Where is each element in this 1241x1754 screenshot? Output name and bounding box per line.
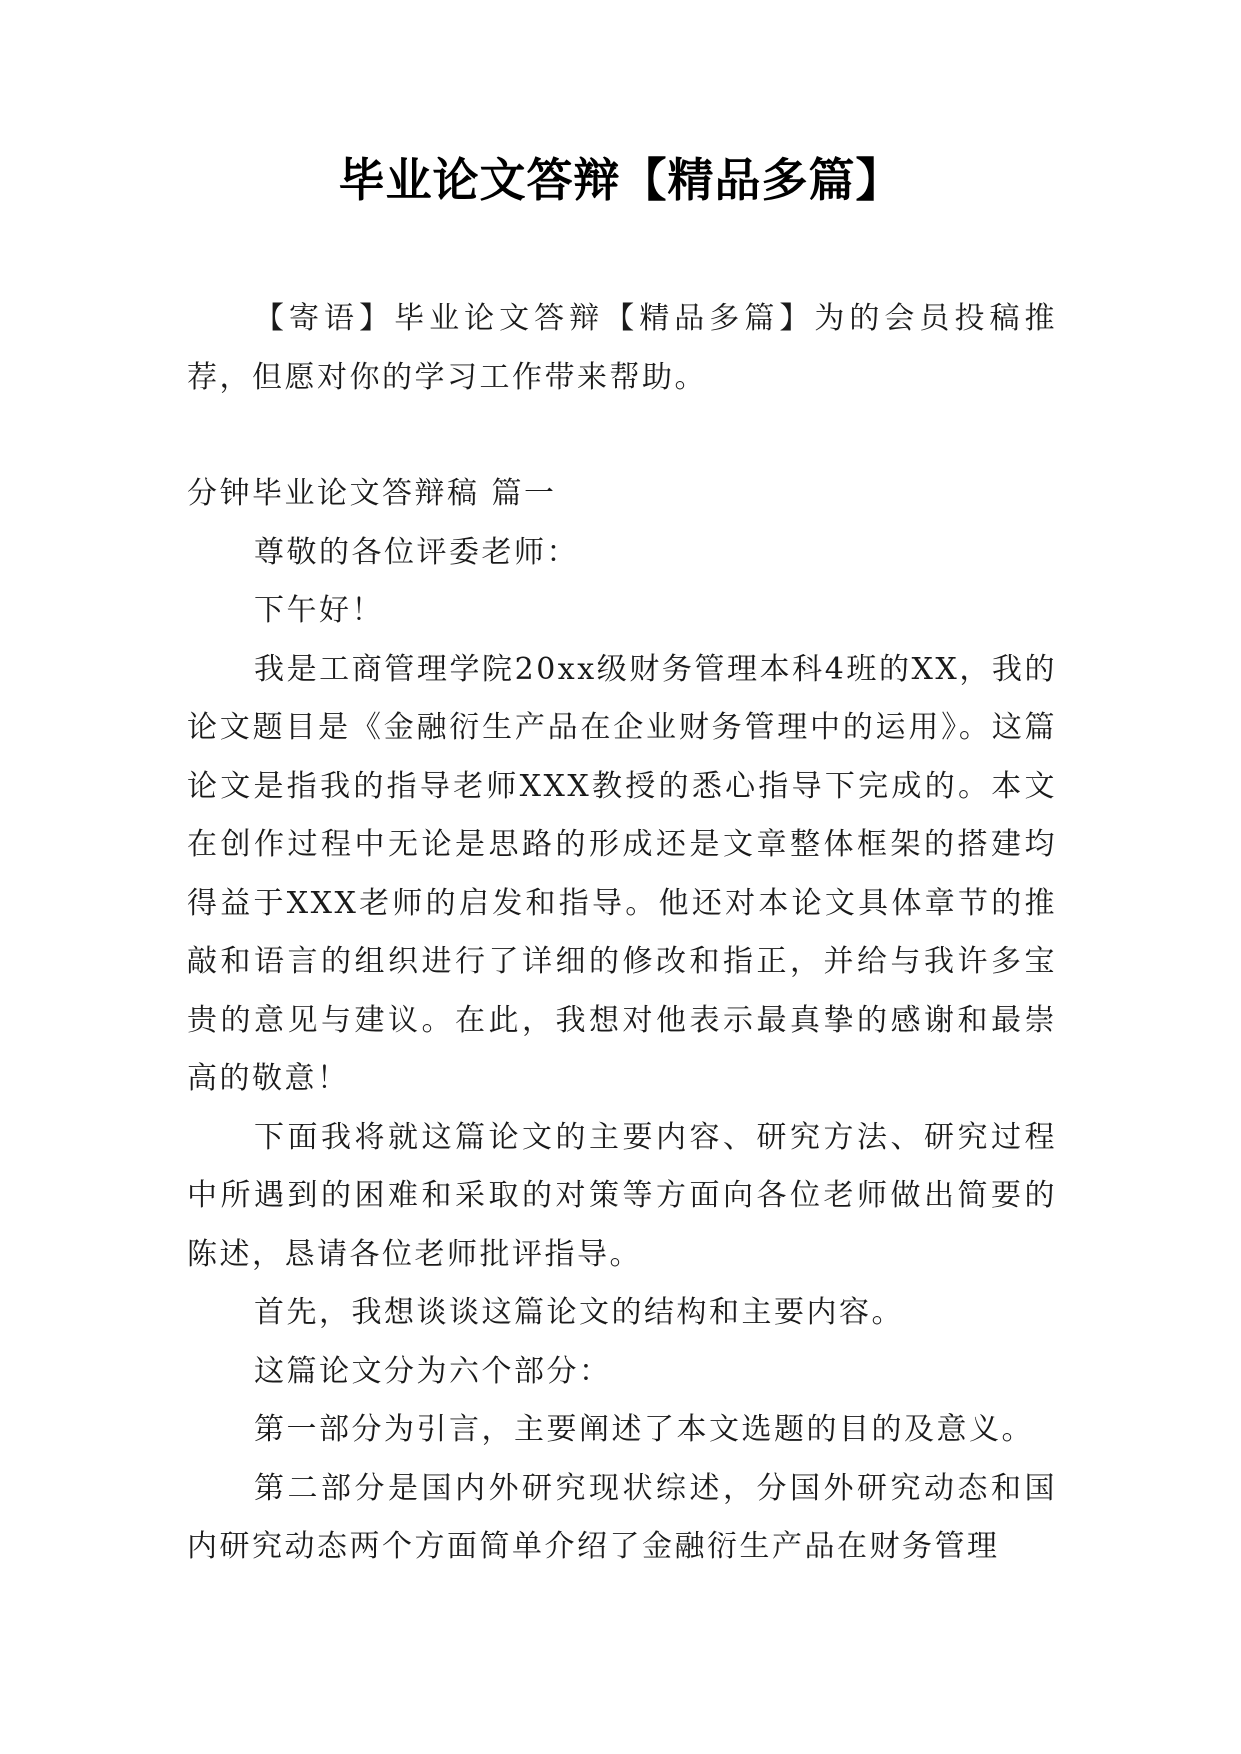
section-heading: 分钟毕业论文答辩稿 篇一 [187,476,557,511]
body-paragraph: 下面我将就这篇论文的主要内容、研究方法、研究过程中所遇到的困难和采取的对策等方面向各位老师做出简要的陈述，恳请各位老师批评指导。 [187,1119,1057,1272]
body-paragraph: 首先，我想谈谈这篇论文的结构和主要内容。 [254,1295,904,1330]
document-body [187,290,1057,1577]
body-paragraph: 我是工商管理学院20xx级财务管理本科4班的XX，我的论文题目是《金融衍生产品在企业财务管理中的运用》。这篇论文是指我的指导老师XXX教授的悉心指导下完成的。本文在创作过程中无论是思路的形成还是文章整体框架的搭建均得益于XXX老师的启发和指导。他还对本论文具体章节的推敲和语言的组织进行了详细的修改和指正，并给与我许多宝贵的意见与建议。在此，我想对他表示最真挚的感谢和最崇高的敬意！ [187,651,1057,1096]
document-title: 毕业论文答辩【精品多篇】 [338,153,903,207]
body-paragraph: 这篇论文分为六个部分： [254,1353,612,1389]
intro-paragraph: 【寄语】毕业论文答辩【精品多篇】为的会员投稿推荐，但愿对你的学习工作带来帮助。 [187,301,1057,395]
salutation: 尊敬的各位评委老师： [254,534,579,570]
body-paragraph: 第二部分是国内外研究现状综述，分国外研究动态和国内研究动态两个方面简单介绍了金融衍生产品在财务管理 [187,1470,1057,1564]
greeting: 下午好！ [254,593,384,628]
paragraph-gap [187,407,1057,465]
body-paragraph: 第一部分为引言，主要阐述了本文选题的目的及意义。 [254,1412,1034,1447]
